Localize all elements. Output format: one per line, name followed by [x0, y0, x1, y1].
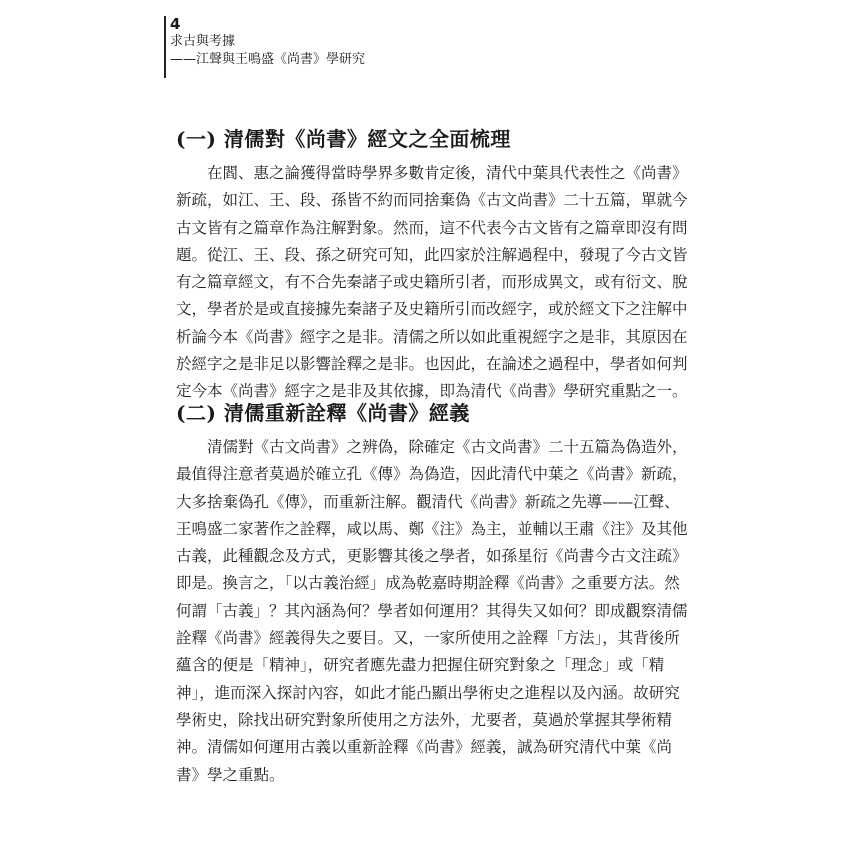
running-header: [164, 14, 364, 74]
text-line: 清儒對《古文尚書》之辨偽，除確定《古文尚書》二十五篇為偽造外，: [176, 438, 688, 456]
text-line: 古文皆有之篇章作為注解對象。然而，這不代表今古文皆有之篇章即沒有問: [176, 218, 688, 237]
text-line: 古義，此種觀念及方式，更影響其後之學者，如孫星衍《尚書今古文注疏》: [176, 547, 688, 566]
text-line: 神」，進而深入探討內容，如此才能凸顯出學術史之進程以及內涵。故研究: [176, 683, 680, 702]
text-line: 在閻、惠之論獲得當時學界多數肯定後，清代中葉具代表性之《尚書》: [176, 164, 688, 182]
text-line: 有之篇章經文，有不合先秦諸子或史籍所引者，而形成異文，或有衍文、脫: [176, 273, 688, 292]
section-heading-1: (一) 清儒對《尚書》經文之全面梳理: [176, 127, 511, 151]
header-rule: [164, 16, 166, 78]
text-line: 新疏，如江、王、段、孫皆不約而同捨棄偽《古文尚書》二十五篇，單就今: [176, 191, 688, 210]
text-line: 即是。換言之，「以古義治經」成為乾嘉時期詮釋《尚書》之重要方法。然: [176, 574, 680, 593]
text-line: 王鳴盛二家著作之詮釋，咸以馬、鄭《注》為主，並輔以王肅《注》及其他: [176, 519, 688, 538]
text-line: 蘊含的便是「精神」，研究者應先盡力把握住研究對象之「理念」或「精: [176, 656, 665, 675]
text-line: 最值得注意者莫過於確立孔《傳》為偽造，因此清代中葉之《尚書》新疏，: [176, 465, 688, 484]
section-1-paragraph: [176, 160, 688, 406]
text-line: 學術史，除找出研究對象所使用之方法外，尤要者，莫過於掌握其學術精: [176, 710, 673, 729]
text-line: 何謂「古義」？其內涵為何？學者如何運用？其得失又如何？即成觀察清儒: [176, 601, 688, 620]
text-line: 析論今本《尚書》經字之是非。清儒之所以如此重視經字之是非，其原因在: [176, 327, 688, 346]
text-line: 神。清儒如何運用古義以重新詮釋《尚書》經義，誠為研究清代中葉《尚: [176, 738, 673, 757]
text-line: 書》學之重點。: [176, 765, 285, 784]
book-subtitle: ——江聲與王鳴盛《尚書》學研究: [170, 52, 366, 67]
page-number: 4: [170, 15, 181, 33]
text-line: 文，學者於是或直接據先秦諸子及史籍所引而改經字，或於經文下之注解中: [176, 300, 688, 319]
text-line: 大多捨棄偽孔《傳》，而重新注解。觀清代《尚書》新疏之先導——江聲、: [176, 492, 680, 511]
text-line: 詮釋《尚書》經義得失之要目。又，一家所使用之詮釋「方法」，其背後所: [176, 629, 680, 648]
text-line: 題。從江、王、段、孫之研究可知，此四家於注解過程中，發現了今古文皆: [176, 245, 688, 264]
book-title: 求古與考據: [170, 34, 236, 49]
section-heading-2: (二) 清儒重新詮釋《尚書》經義: [176, 401, 470, 425]
text-line: 於經字之是非足以影響詮釋之是非。也因此，在論述之過程中，學者如何判: [176, 355, 688, 374]
text-line: 定今本《尚書》經字之是非及其依據，即為清代《尚書》學研究重點之一。: [176, 382, 688, 401]
section-2-paragraph: [176, 434, 688, 789]
